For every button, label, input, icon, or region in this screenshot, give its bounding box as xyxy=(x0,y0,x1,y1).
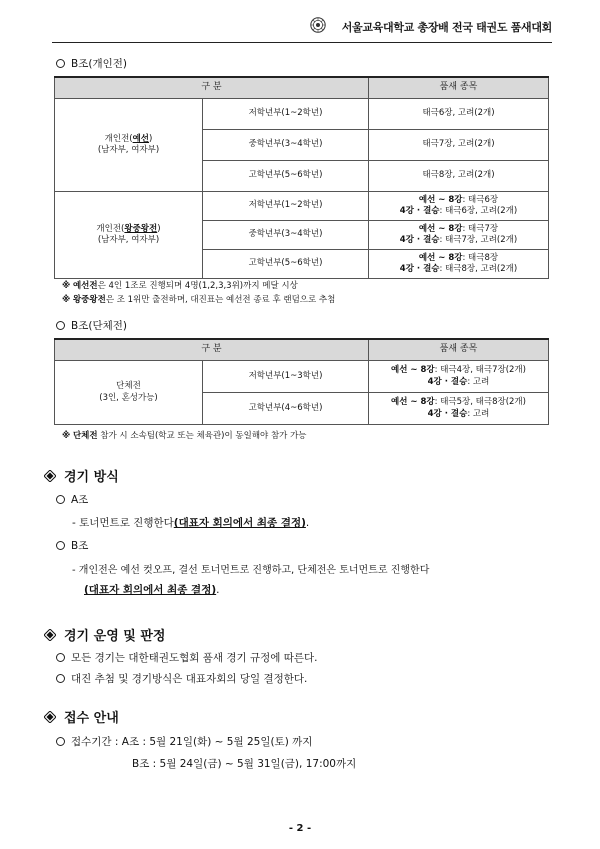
diamond-bullet-icon xyxy=(44,629,56,641)
circle-bullet-icon xyxy=(56,321,65,330)
method-a-label: A조 xyxy=(56,492,88,507)
operation-item-1: 모든 경기는 대한태권도협회 품새 경기 규정에 따른다. xyxy=(56,650,318,665)
circle-bullet-icon xyxy=(56,674,65,683)
method-b-label: B조 xyxy=(56,538,88,553)
col-header-poomsae: 품새 종목 xyxy=(369,339,549,361)
note-championship: ※ 왕중왕전은 조 1위만 출전하며, 대진표는 예선전 종료 후 랜덤으로 추첨 xyxy=(62,295,336,305)
circle-bullet-icon xyxy=(56,495,65,504)
note-team: ※ 단체전 참가 시 소속팀(학교 또는 체육관)이 동일해야 참가 가능 xyxy=(62,431,307,441)
grade-cell: 중학년부(3~4학년) xyxy=(203,221,369,250)
method-a-text: - 토너먼트로 진행한다(대표자 회의에서 최종 결정). xyxy=(72,517,310,529)
team-table xyxy=(54,338,549,425)
method-b-text-2: (대표자 회의에서 최종 결정). xyxy=(84,584,220,596)
individual-table xyxy=(54,76,549,279)
diamond-bullet-icon xyxy=(44,711,56,723)
registration-line-1: 접수기간 : A조 : 5월 21일(화) ~ 5월 25일(토) 까지 xyxy=(56,734,312,749)
page-number: - 2 - xyxy=(288,823,312,834)
section-heading-registration: 접수 안내 xyxy=(44,707,119,726)
section-label-b-team: B조(단체전) xyxy=(56,318,127,333)
poomsae-cell: 예선 ~ 8강: 태극5장, 태극8장(2개) 4강 · 결승: 고려 xyxy=(369,393,549,425)
registration-line-2: B조 : 5월 24일(금) ~ 5월 31일(금), 17:00까지 xyxy=(132,758,357,770)
grade-cell: 중학년부(3~4학년) xyxy=(203,130,369,161)
grade-cell: 고학년부(5~6학년) xyxy=(203,161,369,192)
poomsae-cell: 예선 ~ 8강: 태극6장 4강 · 결승: 태극6장, 고려(2개) xyxy=(369,192,549,221)
circle-bullet-icon xyxy=(56,59,65,68)
poomsae-cell: 예선 ~ 8강: 태극4장, 태극7장(2개) 4강 · 결승: 고려 xyxy=(369,361,549,393)
circle-bullet-icon xyxy=(56,737,65,746)
poomsae-cell: 태극8장, 고려(2개) xyxy=(369,161,549,192)
col-header-poomsae: 품새 종목 xyxy=(369,77,549,99)
grade-cell: 고학년부(4~6학년) xyxy=(203,393,369,425)
poomsae-cell: 예선 ~ 8강: 태극7장 4강 · 결승: 태극7장, 고려(2개) xyxy=(369,221,549,250)
grade-cell: 저학년부(1~3학년) xyxy=(203,361,369,393)
header-title: 서울교육대학교 총장배 전국 태권도 품새대회 xyxy=(341,21,552,34)
note-preliminary: ※ 예선전은 4인 1조로 진행되며 4명(1,2,3,3위)까지 메달 시상 xyxy=(62,281,298,291)
poomsae-cell: 태극7장, 고려(2개) xyxy=(369,130,549,161)
diamond-bullet-icon xyxy=(44,470,56,482)
operation-item-2: 대진 추첨 및 경기방식은 대표자회의 당일 결정한다. xyxy=(56,671,307,686)
section-heading-operation: 경기 운영 및 판정 xyxy=(44,625,165,644)
method-b-text: - 개인전은 예선 컷오프, 결선 토너먼트로 진행하고, 단체전은 토너먼트로 진행한다 xyxy=(72,565,430,576)
university-emblem-icon xyxy=(310,17,326,33)
poomsae-cell: 태극6장, 고려(2개) xyxy=(369,99,549,130)
poomsae-cell: 예선 ~ 8강: 태극8장 4강 · 결승: 태극8장, 고려(2개) xyxy=(369,250,549,279)
grade-cell: 저학년부(1~2학년) xyxy=(203,99,369,130)
grade-cell: 저학년부(1~2학년) xyxy=(203,192,369,221)
group-cell-team: 단체전 (3인, 혼성가능) xyxy=(55,361,203,425)
page-header xyxy=(52,14,552,43)
group-cell-championship: 개인전(왕중왕전) (남자부, 여자부) xyxy=(55,192,203,279)
col-header-category: 구 분 xyxy=(55,339,369,361)
group-cell-preliminary: 개인전(예선) (남자부, 여자부) xyxy=(55,99,203,192)
grade-cell: 고학년부(5~6학년) xyxy=(203,250,369,279)
circle-bullet-icon xyxy=(56,653,65,662)
circle-bullet-icon xyxy=(56,541,65,550)
col-header-category: 구 분 xyxy=(55,77,369,99)
section-label-b-individual: B조(개인전) xyxy=(56,56,127,71)
section-heading-method: 경기 방식 xyxy=(44,466,119,485)
